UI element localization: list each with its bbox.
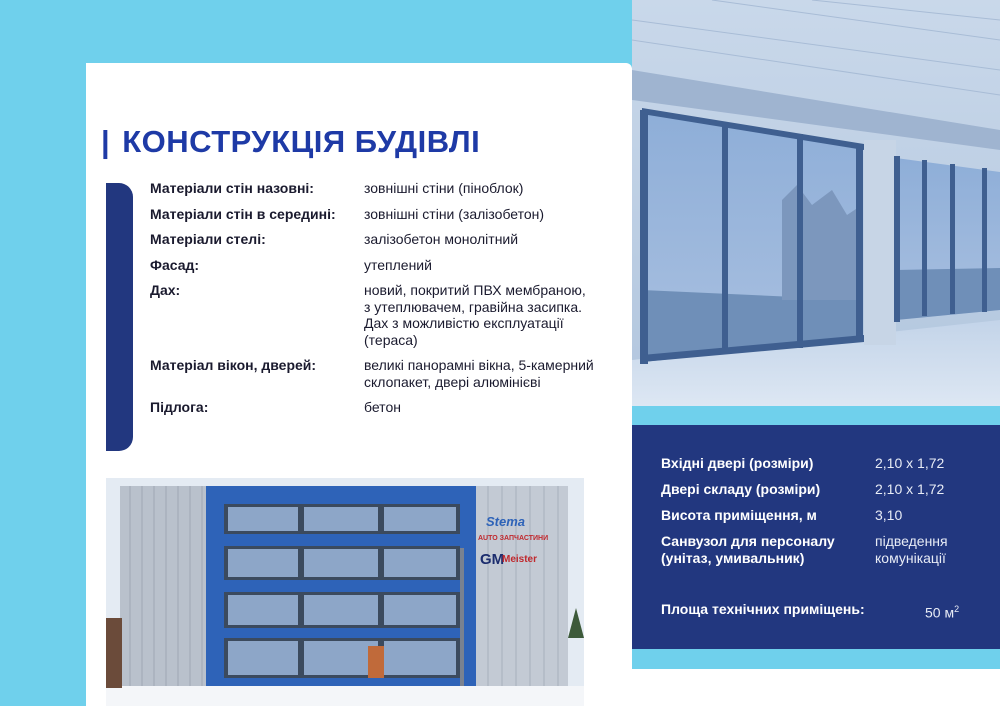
stat-value: 2,10 x 1,72 [875,455,945,471]
spec-row [150,357,610,390]
spec-value: зовнішні стіни (залізобетон) [364,205,545,222]
page-title [101,124,480,160]
area-label: Площа технічних приміщень: [661,601,865,617]
area-value: 50 $м^2$ [925,604,960,621]
side-accent-bar [106,183,133,451]
title-pipe: | [101,124,111,159]
spec-label: Матеріали стін назовні: [150,180,314,196]
sign-gm: GM [480,551,505,568]
spec-row [150,206,610,223]
sign-auto: AUTO ЗАПЧАСТИНИ [478,535,549,542]
bottom-cyan-strip [632,649,1000,669]
stat-value: 3,10 [875,507,903,523]
spec-label: Фасад: [150,256,200,273]
stat-row [661,533,985,566]
spec-label: Підлога: [150,399,209,415]
spec-value: новий, покритий ПВХ мембраною, з утеплювачем, гравійна засипка. Дах з можливістю експлуатації (тераса) [364,282,586,348]
spec-value: зовнішні стіни (піноблок) [364,180,524,196]
stat-label: Висота приміщення, м [661,507,817,523]
bottom-white-strip [632,669,1000,706]
title-text: КОНСТРУКЦІЯ БУДІВЛІ [122,124,481,159]
interior-photo [632,0,1000,406]
spec-row [150,257,610,274]
stat-row [661,507,985,524]
stat-value: 2,10 x 1,72 [875,481,945,497]
spec-label: Матеріали стін в середині: [150,205,336,222]
spec-label: Матеріали стелі: [150,231,266,247]
stat-label: Двері складу (розміри) [661,481,821,497]
spec-row [150,231,610,248]
spec-value: великі панорамні вікна, 5-камерний склопакет, двері алюмінієві [364,357,594,390]
stats-panel [632,425,1000,649]
stat-value: підведення комунікації [875,533,948,566]
construction-spec-list [150,180,610,425]
spec-value: бетон [364,399,401,415]
spec-value: утеплений [364,256,432,273]
area-row [661,601,985,621]
spec-label: Матеріал вікон, дверей: [150,357,317,373]
spec-row [150,399,610,416]
spec-row [150,282,610,348]
stat-row [661,455,985,472]
building-photo [106,478,584,706]
spec-label: Дах: [150,282,181,298]
stat-label: Вхідні двері (розміри) [661,455,814,471]
stat-row [661,481,985,498]
sign-stema: Stema [486,514,526,529]
sign-meister: Meister [502,554,538,565]
area-unit-superscript: 2 [954,604,960,614]
stat-label: Санвузол для персоналу (унітаз, умивальник) [661,533,835,566]
spec-value: залізобетон монолітний [364,231,519,247]
spec-row [150,180,610,197]
